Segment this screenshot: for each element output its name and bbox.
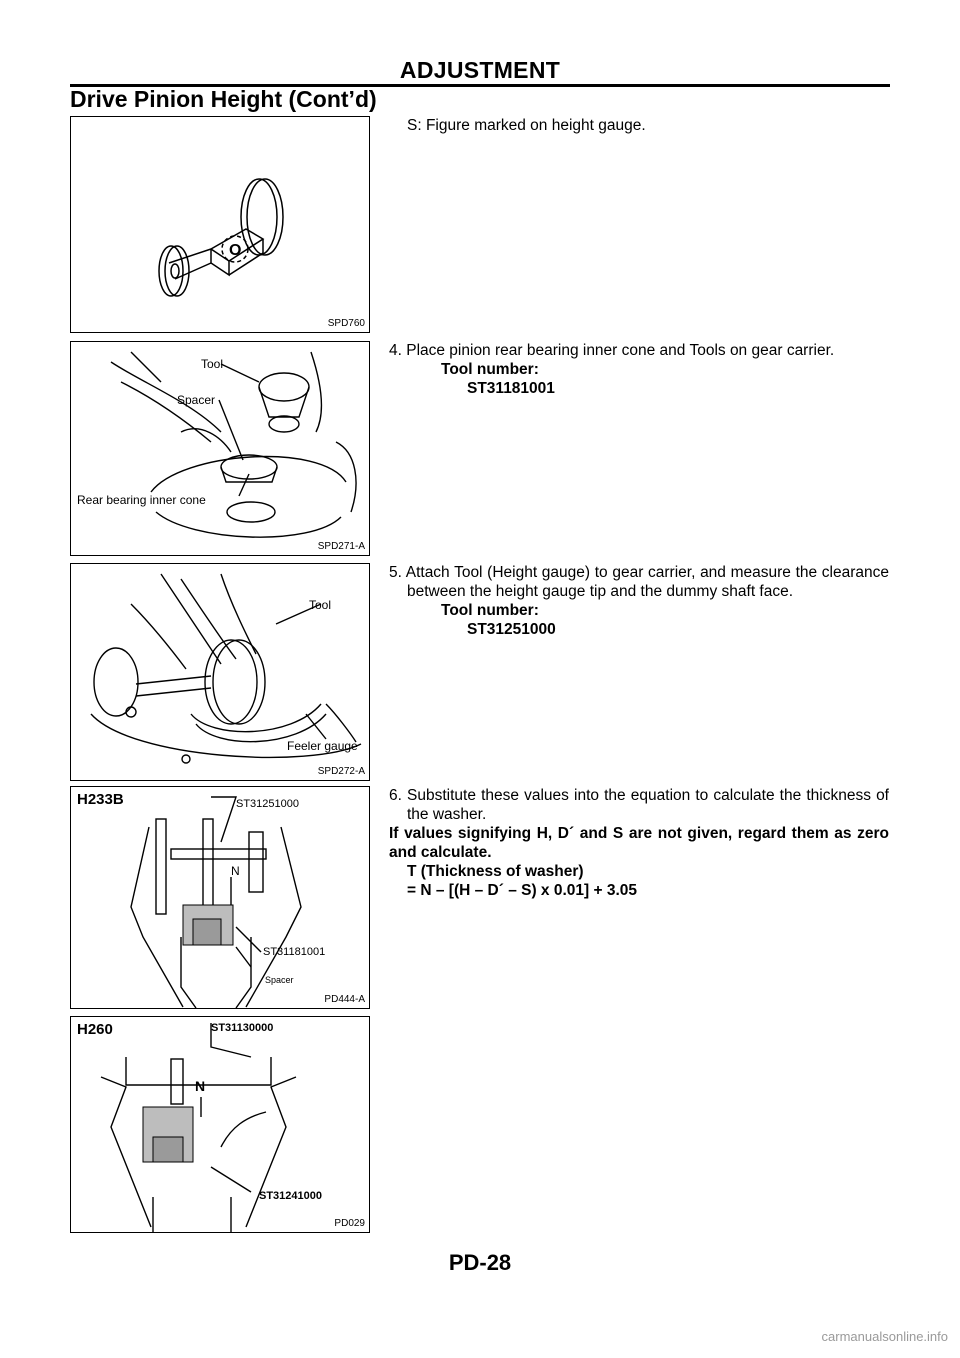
figure-spd272a	[70, 563, 370, 781]
callout-n: N	[195, 1078, 206, 1094]
figure-code: PD444-A	[324, 994, 365, 1005]
step-4-tool-number: ST31181001	[467, 380, 555, 397]
formula-label: T (Thickness of washer)	[407, 863, 584, 880]
figure-pd029	[70, 1016, 370, 1233]
step-4-tool-label: Tool number:	[441, 361, 539, 378]
callout-st31181001: ST31181001	[263, 946, 326, 958]
figure-label: H233B	[77, 791, 124, 808]
figure-pd444a	[70, 786, 370, 1009]
dummy-shaft-illustration	[71, 117, 369, 332]
section-title: ADJUSTMENT	[399, 57, 561, 83]
watermark: carmanualsonline.info	[821, 1329, 948, 1344]
figure-code: PD029	[334, 1218, 365, 1229]
h260-cross-section	[71, 1017, 369, 1232]
figure-spd760	[70, 116, 370, 333]
figure-label: H260	[77, 1021, 113, 1038]
s-note: S: Figure marked on height gauge.	[407, 117, 646, 134]
formula: = N – [(H – D´ – S) x 0.01] + 3.05	[407, 882, 638, 899]
callout-spacer: Spacer	[265, 975, 294, 985]
callout-feeler-gauge: Feeler gauge	[287, 739, 358, 753]
callout-st31251000: ST31251000	[236, 798, 299, 810]
callout-st31241000: ST31241000	[259, 1190, 322, 1202]
callout-n: N	[231, 864, 240, 878]
figure-code: SPD271-A	[317, 541, 365, 552]
callout-st31130000: ST31130000	[211, 1022, 274, 1034]
height-gauge-illustration	[71, 564, 369, 780]
page-subtitle: Drive Pinion Height (Cont’d)	[70, 86, 377, 112]
callout-spacer: Spacer	[177, 393, 216, 407]
s-note-block	[389, 116, 889, 135]
step-4-text: 4. Place pinion rear bearing inner cone and Tools on gear carrier.	[389, 342, 835, 359]
step-6-block	[389, 786, 889, 900]
svg-text:O: O	[229, 242, 242, 259]
step-6-note: If values signifying H, D´ and S are not given, regard them as zero and calculate.	[389, 825, 889, 861]
figure-spd271a	[70, 341, 370, 556]
step-4-block	[389, 341, 889, 398]
page-number: PD-28	[448, 1250, 512, 1275]
tool-installation-illustration	[71, 342, 369, 555]
step-5-text: 5. Attach Tool (Height gauge) to gear carrier, and measure the clearance between the height gauge tip and the dummy shaft face.	[389, 564, 889, 600]
figure-code: SPD272-A	[317, 766, 365, 777]
callout-rear-bearing-inner-cone: Rear bearing inner cone	[77, 493, 206, 507]
callout-tool: Tool	[309, 598, 332, 612]
callout-tool: Tool	[201, 357, 224, 371]
figure-code: SPD760	[327, 318, 365, 329]
step-5-tool-label: Tool number:	[441, 602, 539, 619]
step-5-block	[389, 563, 889, 639]
step-6-text: 6. Substitute these values into the equation to calculate the thickness of the washer.	[389, 787, 889, 823]
step-5-tool-number: ST31251000	[467, 621, 556, 638]
h233b-cross-section	[71, 787, 369, 1008]
